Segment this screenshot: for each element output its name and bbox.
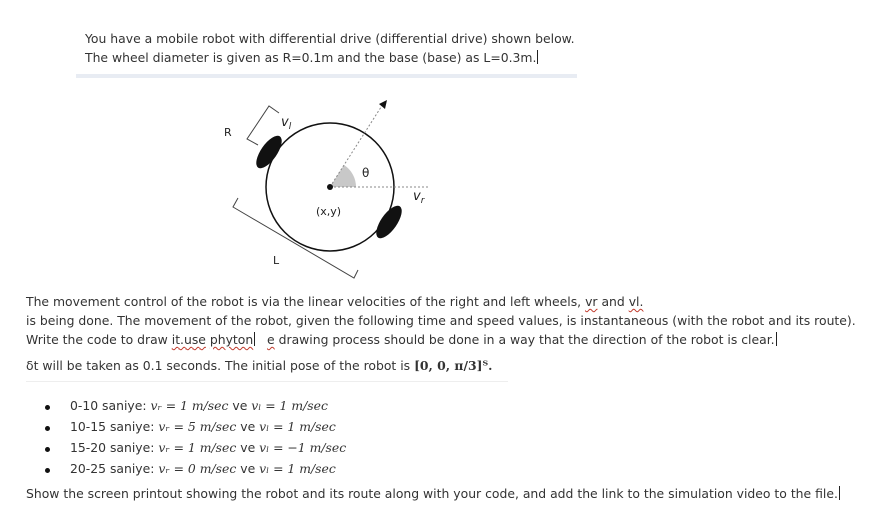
label-vl: [281, 115, 292, 132]
schedule-vr: vᵣ = 1 m/sec: [158, 440, 237, 455]
label-vl-main: v: [281, 115, 289, 130]
schedule-time: 15-20 saniye:: [70, 440, 159, 455]
schedule-item: [70, 419, 336, 435]
body-line-2: is being done. The movement of the robot, given the following time and speed values, is instantaneous (with the robot and its route).: [26, 313, 856, 328]
bullet-icon: [45, 447, 50, 452]
schedule-vl: vₗ = 1 m/sec: [259, 461, 336, 476]
body-line-1-and: and: [597, 294, 629, 309]
initial-pose: [0, 0, π/3]ᵀ.: [414, 358, 493, 373]
label-vr: [413, 189, 426, 206]
schedule-vl: vₗ = −1 m/sec: [259, 440, 347, 455]
footer-line: [26, 486, 840, 502]
body-line-3: [26, 332, 777, 348]
schedule-time: 20-25 saniye:: [70, 461, 159, 476]
bullet-icon: [45, 426, 50, 431]
label-L: L: [273, 254, 280, 267]
label-R: R: [224, 126, 232, 139]
body-line-1-text: The movement control of the robot is via the linear velocities of the right and left wheels,: [26, 294, 586, 309]
body-line-3-gap: [255, 332, 267, 347]
text-caret: [776, 332, 777, 346]
term-ituse: it.use: [171, 332, 206, 347]
theta-wedge: [330, 165, 356, 187]
schedule-vl: vₗ = 1 m/sec: [259, 419, 336, 434]
schedule-time: 10-15 saniye:: [70, 419, 159, 434]
intro-line-1: You have a mobile robot with differential drive (differential drive) shown below.: [85, 31, 575, 46]
text-caret: [839, 486, 840, 500]
term-vl: vl.: [628, 294, 644, 309]
body-line-3-rest: drawing process should be done in a way that the direction of the robot is clear.: [274, 332, 775, 347]
body-line-4-text: δt will be taken as 0.1 seconds. The initial pose of the robot is: [26, 358, 415, 373]
body-line-4: [26, 358, 492, 374]
schedule-item: [70, 440, 346, 456]
schedule-vl: vₗ = 1 m/sec: [251, 398, 328, 413]
schedule-item: [70, 398, 328, 414]
label-vr-main: v: [413, 189, 421, 204]
body-line-3-text: Write the code to draw: [26, 332, 172, 347]
bullet-icon: [45, 405, 50, 410]
footer-text: Show the screen printout showing the robot and its route along with your code, and add the link to the simulation video to the file.: [26, 486, 838, 501]
label-xy: (x,y): [316, 205, 342, 218]
label-vl-sub: l: [288, 122, 292, 132]
center-point: [327, 184, 333, 190]
body-line-1: [26, 294, 643, 310]
schedule-ve: ve: [236, 461, 260, 476]
term-e: e: [267, 332, 275, 347]
label-vr-sub: r: [420, 196, 425, 206]
schedule-vr: vᵣ = 5 m/sec: [158, 419, 237, 434]
schedule-vr: vᵣ = 1 m/sec: [150, 398, 229, 413]
term-phyton: phyton: [209, 332, 254, 347]
term-vr: vr: [585, 294, 598, 309]
schedule-item: [70, 461, 336, 477]
schedule-ve: ve: [236, 419, 260, 434]
schedule-ve: ve: [228, 398, 252, 413]
schedule-ve: ve: [236, 440, 260, 455]
right-wheel: [372, 202, 407, 242]
schedule-vr: vᵣ = 0 m/sec: [158, 461, 237, 476]
intro-line-2-text: The wheel diameter is given as R=0.1m and the base (base) as L=0.3m.: [85, 50, 537, 65]
schedule-time: 0-10 saniye:: [70, 398, 151, 413]
label-theta: θ: [362, 166, 370, 180]
separator-rule-2: [26, 381, 508, 382]
bullet-icon: [45, 468, 50, 473]
